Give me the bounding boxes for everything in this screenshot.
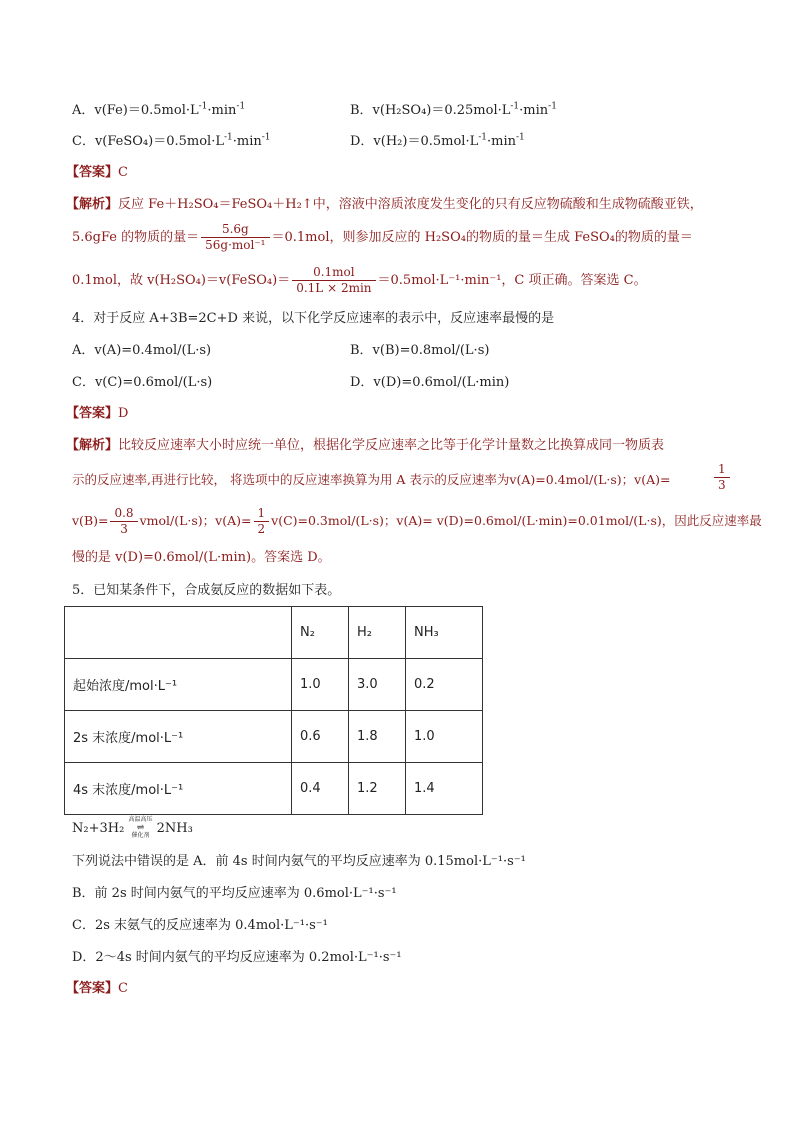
- q4-analysis-line1: 【解析】比较反应速率大小时应统一单位，根据化学反应速率之比等于化学计量数之比换算成同一物质表: [66, 438, 665, 453]
- q4-analysis-line3: v(B)= $\frac{0.8}{3}$ vmol/(L·s)；v(A)= $\frac{1}{2}$ v(C)=0.3mol/(L·s)；v(A)= v(D)=0.6mol/(L·min)=0.01mol/(L·s)，因此反应速率最: [72, 506, 762, 536]
- q5-stem: 5．已知某条件下，合成氨反应的数据如下表。: [72, 583, 341, 598]
- table-cell: 0.6: [292, 711, 349, 763]
- q4-option-a: A．v(A)=0.4mol/(L·s): [72, 343, 212, 358]
- q5-answer: 【答案】C: [66, 981, 128, 996]
- table-cell: [65, 607, 292, 659]
- q3-answer: 【答案】C: [66, 165, 128, 180]
- table-cell: 1.0: [406, 711, 483, 763]
- q4-option-b: B．v(B)=0.8mol/(L·s): [350, 343, 490, 358]
- q5-option-d: D．2～4s 时间内氨气的平均反应速率为 0.2mol·L⁻¹·s⁻¹: [72, 950, 402, 965]
- q4-analysis-line2: 示的反应速率,再进行比较， 将选项中的反应速率换算为用 A 表示的反应速率为v(A)=0.4mol/(L·s)；v(A)=: [72, 472, 671, 487]
- table-header-h2: H₂: [349, 607, 406, 659]
- table-cell: 0.4: [292, 763, 349, 815]
- q4-option-d: D．v(D)=0.6mol/(L·min): [350, 375, 510, 390]
- table-cell: 0.2: [406, 659, 483, 711]
- q4-stem: 4．对于反应 A+3B=2C+D 来说，以下化学反应速率的表示中，反应速率最慢的是: [72, 311, 555, 326]
- table-header-nh3: NH₃: [406, 607, 483, 659]
- q4-option-c: C．v(C)=0.6mol/(L·s): [72, 375, 213, 390]
- q3-fraction-rate: $\frac{\text{0.1mol}}{0.1L \times 2\min}$: [292, 265, 375, 296]
- q3-option-d: D．$v(H_2)=0.5mol\cdot L^{-1}\cdot\min^{-1}$: [350, 132, 525, 149]
- q5-option-c: C．2s 末氨气的反应速率为 0.4mol·L⁻¹·s⁻¹: [72, 918, 328, 933]
- table-row: [65, 711, 483, 763]
- table-cell: 1.2: [349, 763, 406, 815]
- table-cell: 1.0: [292, 659, 349, 711]
- equilibrium-arrow-icon: 高温高压 ⇌ 催化剂: [128, 816, 153, 840]
- q3-fraction-moles: $\frac{5.6g}{\text{56g·mol⁻¹}}$: [201, 222, 269, 253]
- table-header-row: [65, 607, 483, 659]
- table-cell: 1.4: [406, 763, 483, 815]
- q4-analysis-line4: 慢的是 v(D)=0.6mol/(L·min)。答案选 D。: [72, 550, 331, 565]
- q4-fraction-a: $\frac{1}{3}$: [712, 462, 732, 493]
- table-cell: 起始浓度/mol·L⁻¹: [65, 659, 292, 711]
- table-cell: 4s 末浓度/mol·L⁻¹: [65, 763, 292, 815]
- q4-answer: 【答案】D: [66, 406, 129, 421]
- table-row: [65, 763, 483, 815]
- reaction-equation: N₂+3H₂ 高温高压 ⇌ 催化剂 2NH₃: [72, 816, 193, 840]
- table-row: [65, 659, 483, 711]
- q3-option-c: C．$v(FeSO_4)=0.5mol\cdot L^{-1}\cdot\min^{-1}$: [72, 132, 271, 149]
- q3-analysis-line2: 5.6gFe 的物质的量＝ $\frac{5.6g}{\text{56g·mol⁻¹}}$ ＝0.1mol，则参加反应的 H₂SO₄的物质的量＝生成 FeSO₄的物质的量＝: [72, 222, 693, 252]
- q3-analysis-line1: 【解析】反应 Fe＋H₂SO₄＝FeSO₄＋H₂↑中，溶液中溶质浓度发生变化的只有反应物硫酸和生成物硫酸亚铁，: [66, 197, 703, 212]
- table-cell: 1.8: [349, 711, 406, 763]
- q3-option-a: A．$v(Fe)=0.5mol\cdot L^{-1}\cdot\min^{-1}$: [72, 101, 246, 118]
- q3-option-b: B．$v(H_2SO_4)=0.25mol\cdot L^{-1}\cdot\min^{-1}$: [350, 101, 557, 118]
- concentration-table: [64, 606, 483, 815]
- q5-option-a: 下列说法中错误的是 A．前 4s 时间内氨气的平均反应速率为 0.15mol·L⁻¹·s⁻¹: [72, 854, 526, 869]
- table-cell: 2s 末浓度/mol·L⁻¹: [65, 711, 292, 763]
- q5-option-b: B．前 2s 时间内氨气的平均反应速率为 0.6mol·L⁻¹·s⁻¹: [72, 886, 397, 901]
- table-cell: 3.0: [349, 659, 406, 711]
- q3-analysis-line3: 0.1mol，故 v(H₂SO₄)＝v(FeSO₄)＝ $\frac{\text{0.1mol}}{0.1L \times 2\min}$ ＝0.5mol·L⁻¹·min⁻¹，C 项正确。答案选 C。: [72, 265, 647, 295]
- table-header-n2: N₂: [292, 607, 349, 659]
